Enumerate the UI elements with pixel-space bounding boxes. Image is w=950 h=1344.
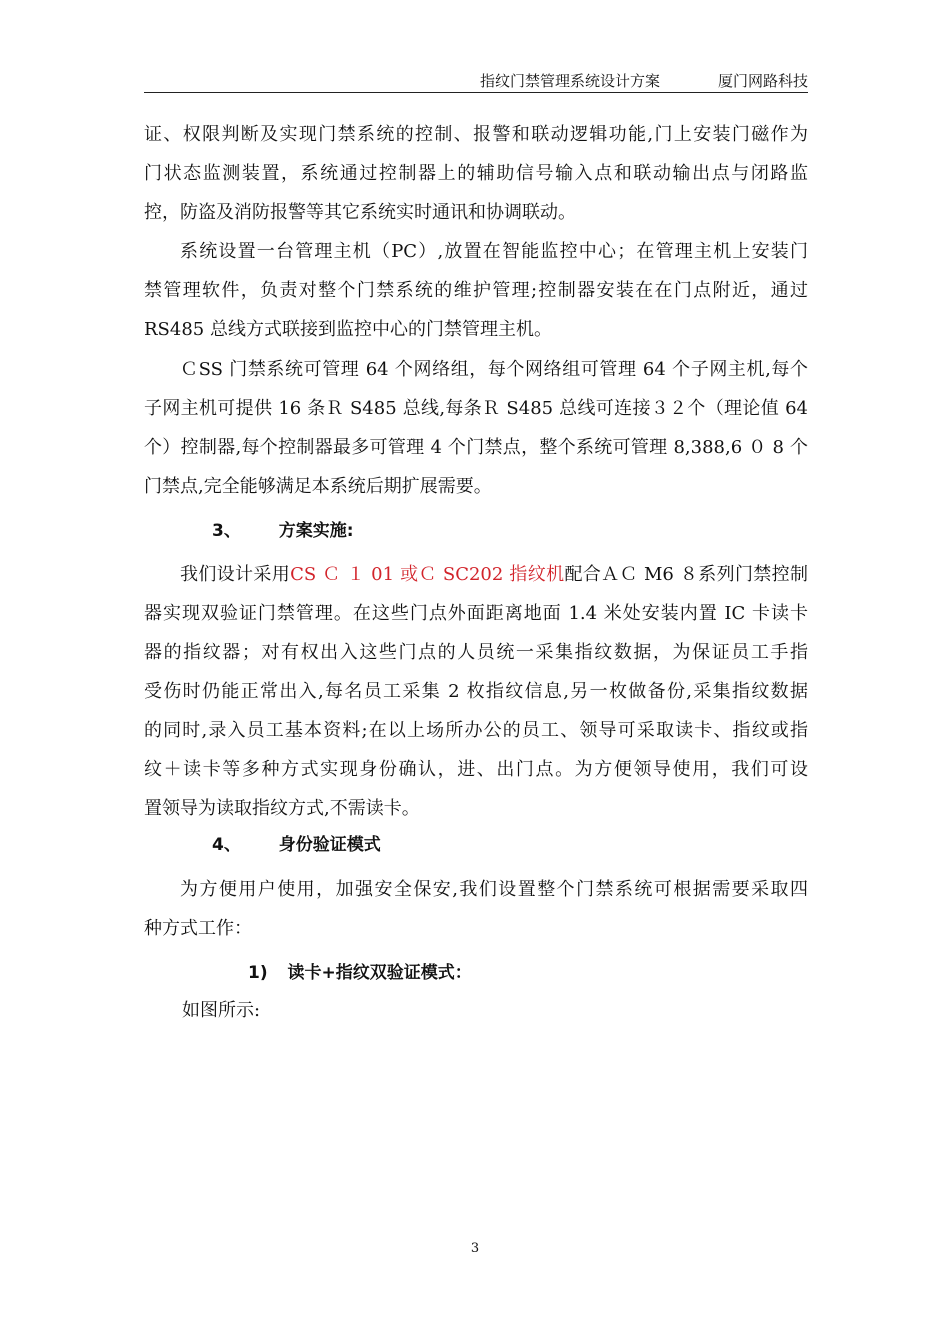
text-line: 纹＋读卡等多种方式实现身份确认，进、出门点。为方便领导使用，我们可设	[144, 759, 808, 780]
text-line: 种方式工作：	[144, 918, 252, 939]
text-line: 门状态监测装置，系统通过控制器上的辅助信号输入点和联动输出点与闭路监	[144, 163, 808, 184]
text-line: 个）控制器,每个控制器最多可管理 4 个门禁点，整个系统可管理 8,388,6 ０ 8 个	[144, 437, 808, 458]
header-company: 厦门网路科技	[717, 72, 808, 90]
text-line: ＣSS 门禁系统可管理 64 个网络组，每个网络组可管理 64 个子网主机,每个	[180, 359, 808, 380]
paragraph-auth-modes	[144, 870, 808, 948]
text-line: 如图所示:	[182, 1000, 261, 1021]
text-line: 器的指纹器；对有权出入这些门点的人员统一采集指纹数据，为保证员工手指	[144, 642, 808, 663]
text-line: 器实现双验证门禁管理。在这些门点外面距离地面 1.4 米处安装内置 IC 卡读卡	[144, 603, 808, 624]
page-number	[0, 1241, 950, 1256]
text-line	[144, 555, 808, 594]
paragraph-system-capacity	[144, 350, 808, 506]
heading-number: 4、	[212, 835, 241, 855]
paragraph-implementation	[144, 555, 808, 828]
paragraph-continuation	[144, 115, 808, 232]
heading-text: 方案实施:	[278, 521, 354, 541]
text-line: 系统设置一台管理主机（PC）,放置在智能监控中心；在管理主机上安装门	[180, 241, 808, 262]
text-line: 的同时,录入员工基本资料;在以上场所办公的员工、领导可采取读卡、指纹或指	[144, 720, 808, 741]
section-heading-4	[212, 830, 381, 855]
page-number-text: 3	[470, 1241, 480, 1256]
heading-number: 3、	[212, 521, 241, 541]
subheading-number: 1)	[248, 963, 268, 983]
text-line: 为方便用户使用，加强安全保安,我们设置整个门禁系统可根据需要采取四	[180, 879, 808, 900]
text-line: 门禁点,完全能够满足本系统后期扩展需要。	[144, 476, 492, 497]
subsection-heading-1	[248, 958, 472, 983]
paragraph-management-host	[144, 232, 808, 349]
highlighted-product-name: CS Ｃ １ 01 或Ｃ SC202 指纹机	[290, 564, 565, 585]
page-header	[144, 68, 808, 93]
paragraph-figure-ref	[144, 991, 808, 1030]
text-line: 受伤时仍能正常出入,每名员工采集 2 枚指纹信息,另一枚做备份,采集指纹数据	[144, 681, 808, 702]
header-title: 指纹门禁管理系统设计方案	[479, 72, 660, 90]
text-line: 控，防盗及消防报警等其它系统实时通讯和协调联动。	[144, 202, 576, 223]
text-line: RS485 总线方式联接到监控中心的门禁管理主机。	[144, 319, 552, 340]
text-segment: 配合ＡＣ M6 ８系列门禁控制	[564, 564, 808, 585]
text-line: 子网主机可提供 16 条Ｒ S485 总线,每条Ｒ S485 总线可连接３２个（理论值 64	[144, 398, 808, 419]
text-line: 禁管理软件，负责对整个门禁系统的维护管理;控制器安装在在门点附近，通过	[144, 280, 808, 301]
heading-text: 身份验证模式	[278, 835, 381, 855]
text-line: 证、权限判断及实现门禁系统的控制、报警和联动逻辑功能,门上安装门磁作为	[144, 124, 808, 145]
section-heading-3	[212, 516, 354, 541]
text-line: 置领导为读取指纹方式,不需读卡。	[144, 798, 420, 819]
subheading-text: 读卡+指纹双验证模式：	[287, 963, 472, 983]
text-segment: 我们设计采用	[180, 564, 291, 585]
